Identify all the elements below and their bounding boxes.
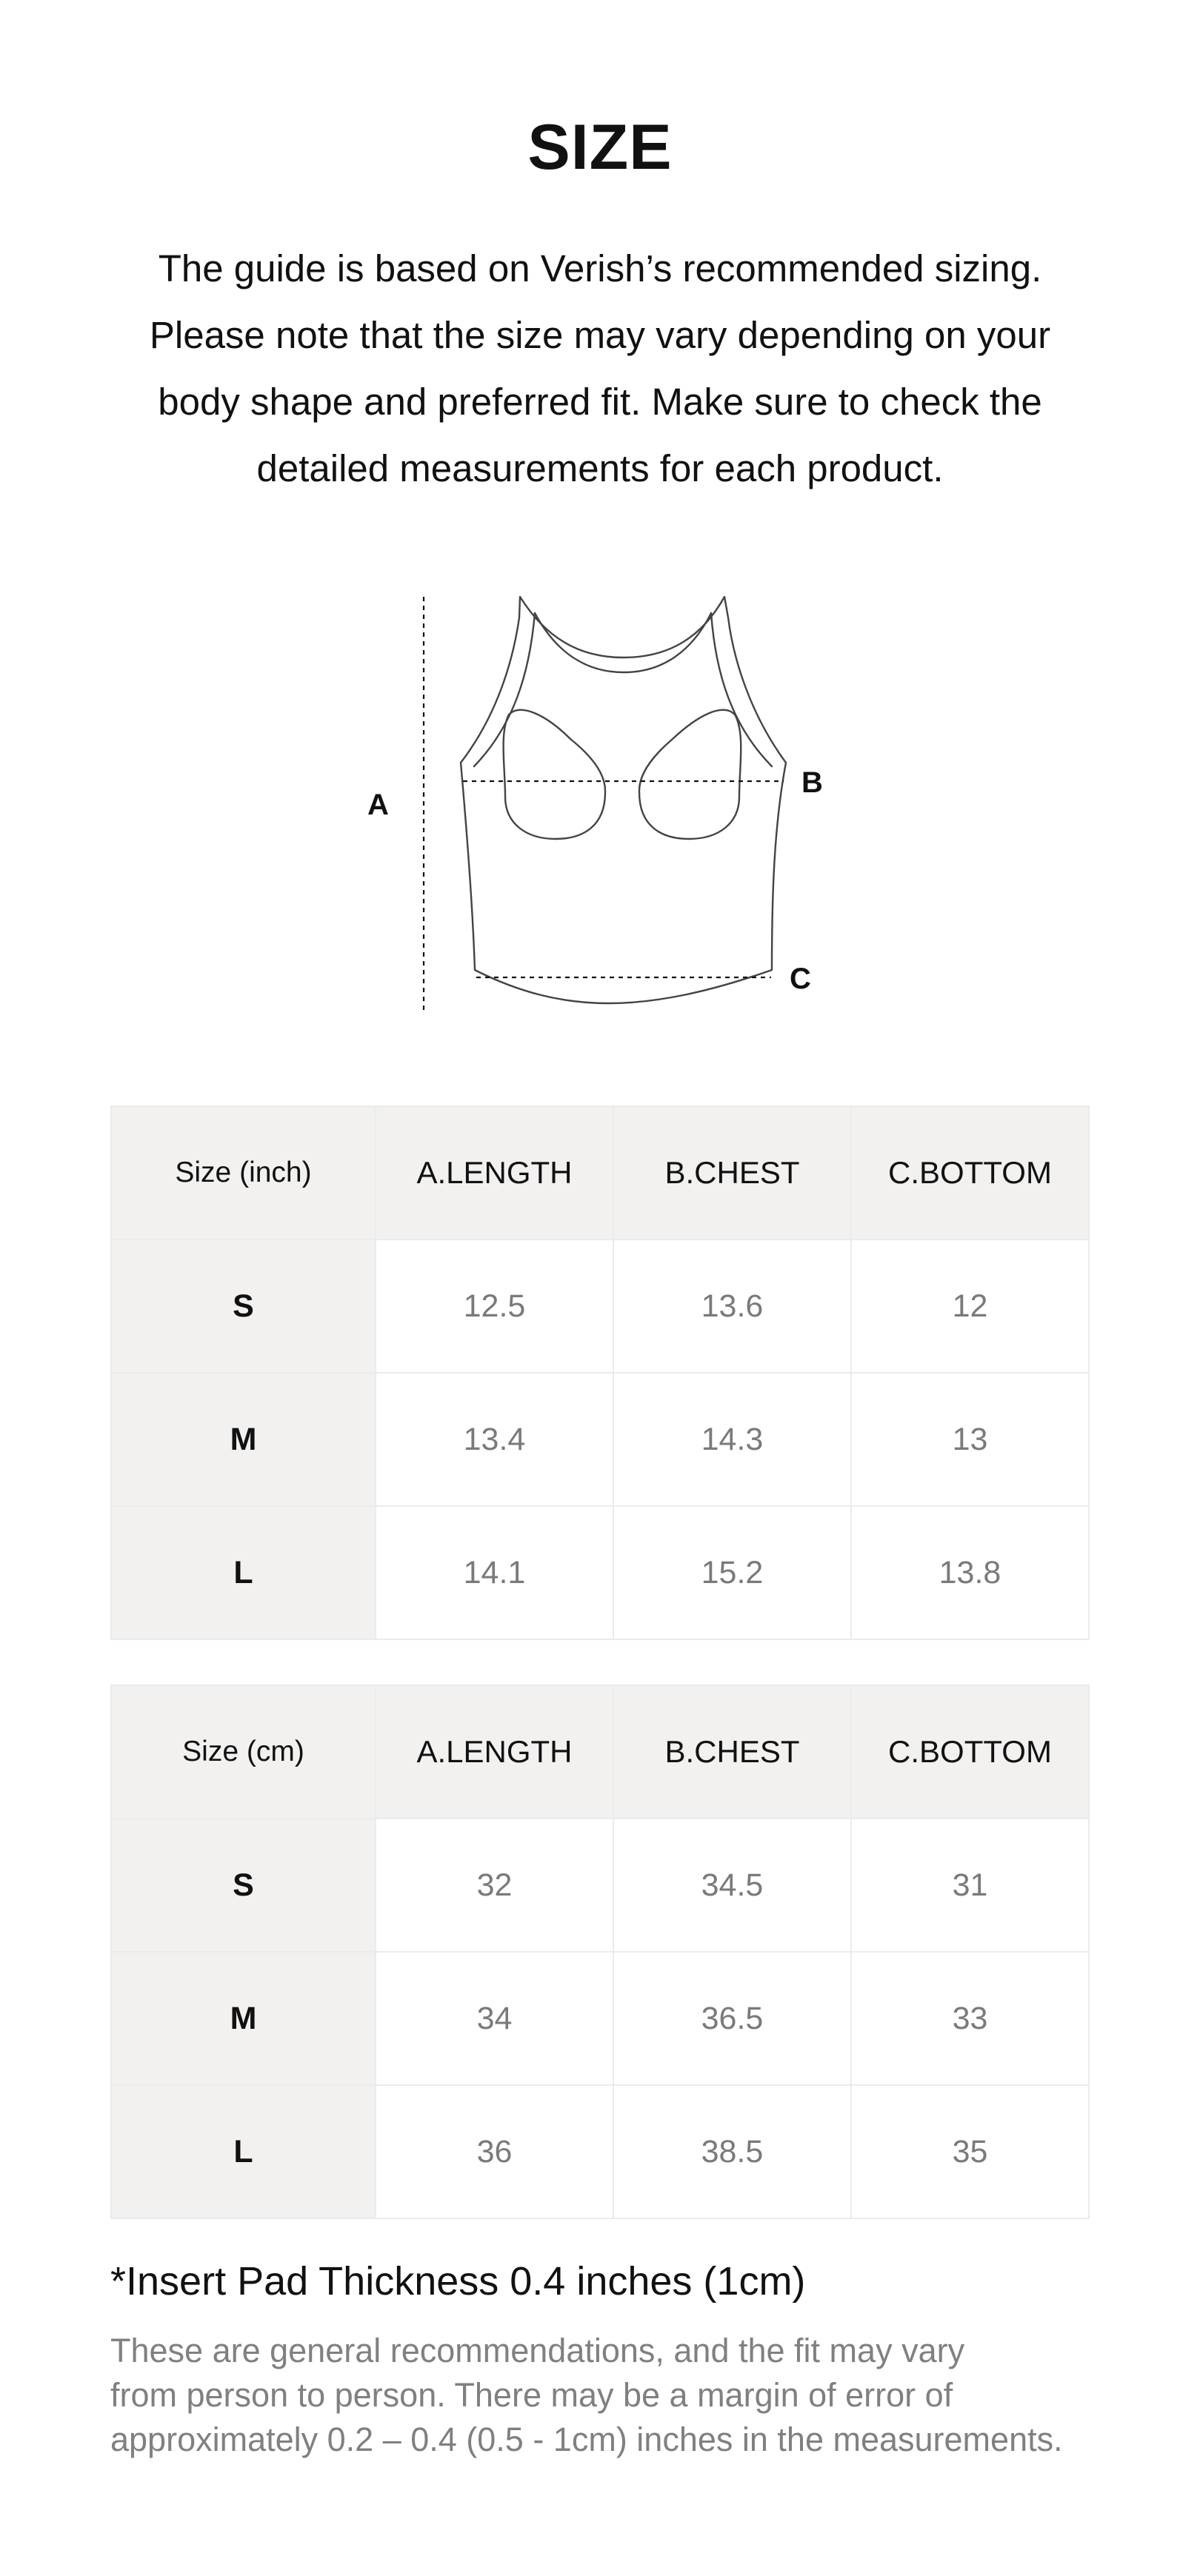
bottom-cell: 35 — [851, 2085, 1089, 2218]
size-cell: L — [111, 2085, 376, 2218]
intro-line: Please note that the size may vary depending on your — [149, 314, 1051, 356]
diagram-label-b: B — [801, 766, 823, 799]
intro-line: detailed measurements for each product. — [256, 447, 944, 489]
length-cell: 12.5 — [376, 1240, 613, 1373]
tank-top-diagram — [341, 585, 859, 1022]
bottom-cell: 13.8 — [851, 1506, 1089, 1639]
bottom-cell: 12 — [851, 1240, 1089, 1373]
chest-cell: 34.5 — [613, 1819, 851, 1952]
disclaimer-line: from person to person. There may be a margin of error of — [110, 2376, 953, 2414]
cup-pad-left — [504, 710, 605, 839]
table-row — [111, 2085, 1089, 2218]
table-row — [111, 1240, 1089, 1373]
chest-cell: 36.5 — [613, 1952, 851, 2085]
garment-outline — [461, 597, 786, 1003]
table-header-row — [111, 1685, 1089, 1819]
table-row — [111, 1373, 1089, 1506]
table-row — [111, 1506, 1089, 1639]
bottom-column-header: C.BOTTOM — [851, 1106, 1089, 1240]
length-cell: 14.1 — [376, 1506, 613, 1639]
length-cell: 13.4 — [376, 1373, 613, 1506]
cup-pad-right — [639, 710, 741, 839]
size-column-header: Size (cm) — [111, 1685, 376, 1819]
table-row — [111, 1819, 1089, 1952]
table-header-row — [111, 1106, 1089, 1240]
size-cell: S — [111, 1819, 376, 1952]
length-cell: 32 — [376, 1819, 613, 1952]
fit-disclaimer — [110, 2329, 1118, 2462]
size-table-inch — [110, 1105, 1090, 1640]
disclaimer-line: approximately 0.2 – 0.4 (0.5 - 1cm) inches in the measurements. — [110, 2421, 1063, 2458]
bottom-cell: 13 — [851, 1373, 1089, 1506]
pad-thickness-note: *Insert Pad Thickness 0.4 inches (1cm) — [110, 2259, 806, 2304]
length-cell: 36 — [376, 2085, 613, 2218]
size-cell: L — [111, 1506, 376, 1639]
bottom-column-header: C.BOTTOM — [851, 1685, 1089, 1819]
page-title: SIZE — [527, 112, 673, 183]
disclaimer-line: These are general recommendations, and the fit may vary — [110, 2332, 965, 2369]
neckline-trim — [535, 613, 711, 672]
chest-column-header: B.CHEST — [613, 1685, 851, 1819]
size-column-header: Size (inch) — [111, 1106, 376, 1240]
diagram-label-a: A — [367, 789, 389, 821]
table-row — [111, 1952, 1089, 2085]
chest-cell: 38.5 — [613, 2085, 851, 2218]
intro-text — [81, 235, 1119, 502]
intro-line: The guide is based on Verish’s recommended sizing. — [158, 247, 1042, 290]
length-column-header: A.LENGTH — [376, 1685, 613, 1819]
chest-cell: 13.6 — [613, 1240, 851, 1373]
length-column-header: A.LENGTH — [376, 1106, 613, 1240]
chest-column-header: B.CHEST — [613, 1106, 851, 1240]
length-cell: 34 — [376, 1952, 613, 2085]
size-table-cm — [110, 1685, 1090, 2219]
chest-cell: 14.3 — [613, 1373, 851, 1506]
size-cell: S — [111, 1240, 376, 1373]
size-cell: M — [111, 1952, 376, 2085]
size-cell: M — [111, 1373, 376, 1506]
diagram-label-c: C — [790, 963, 811, 995]
armhole-trim-left — [474, 613, 535, 766]
bottom-cell: 33 — [851, 1952, 1089, 2085]
chest-cell: 15.2 — [613, 1506, 851, 1639]
bottom-cell: 31 — [851, 1819, 1089, 1952]
intro-line: body shape and preferred fit. Make sure to check the — [158, 381, 1042, 423]
